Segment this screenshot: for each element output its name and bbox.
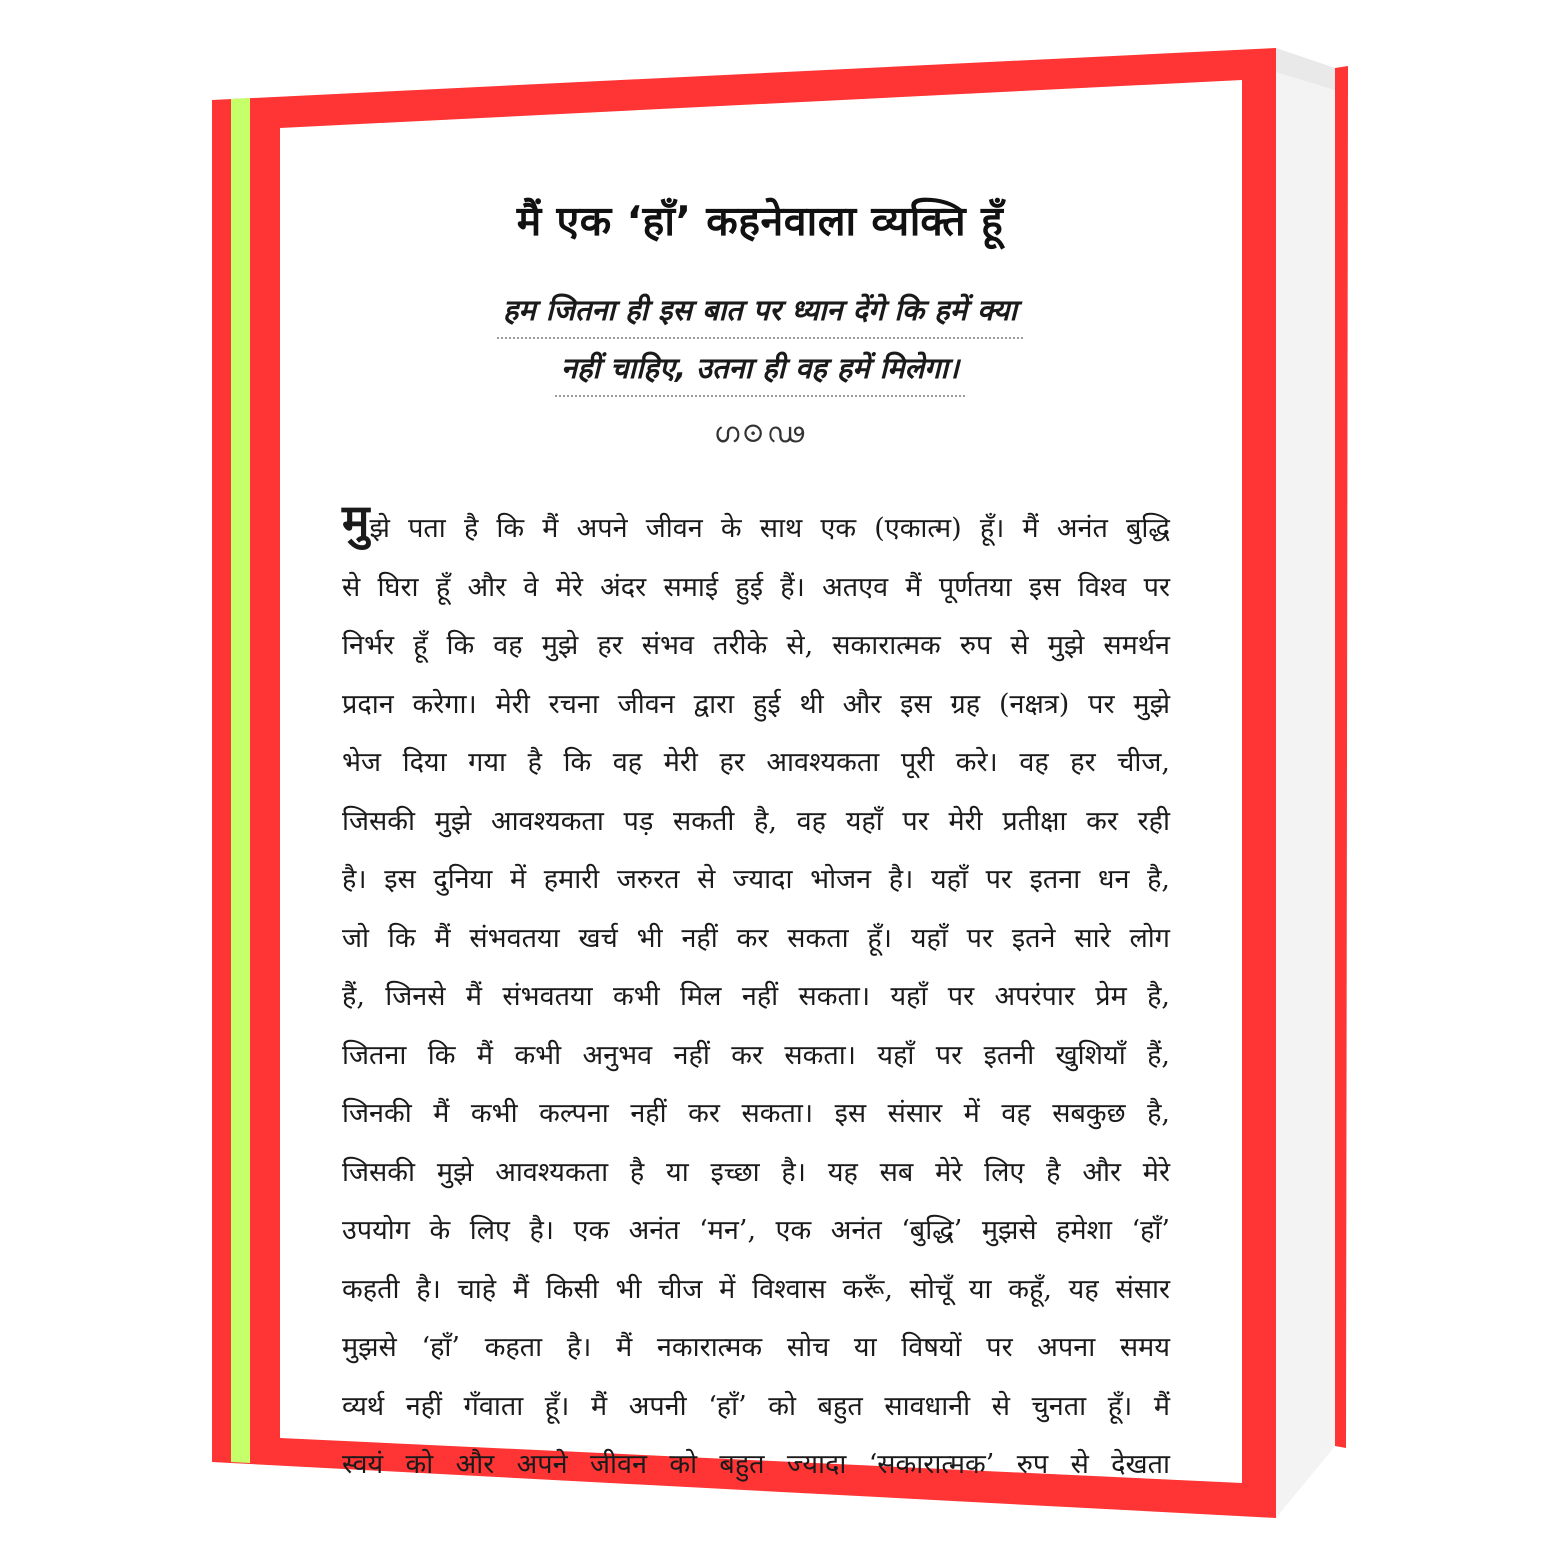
chapter-title: मैं एक ‘हाँ’ कहनेवाला व्यक्ति हूँ [516,197,1004,245]
body-line: मुझसे ‘हाँ’ कहता है। मैं नकारात्मक सोच या विषयों पर अपना समय [342,1332,1170,1363]
body-line: जिसकी मुझे आवश्यकता पड़ सकती है, वह यहाँ पर मेरी प्रतीक्षा कर रही [342,805,1170,837]
body-text [342,494,1170,1495]
spine-stripe [231,98,250,1463]
body-line: निर्भर हूँ कि वह मुझे हर संभव तरीके से, सकारात्मक रुप से मुझे समर्थन [342,630,1170,661]
body-line: जो कि मैं संभवतया खर्च भी नहीं कर सकता हूँ। यहाँ पर इतने सारे लोग [342,922,1170,954]
body-line: जिसकी मुझे आवश्यकता है या इच्छा है। यह सब मेरे लिए है और मेरे [342,1156,1170,1188]
body-line: से घिरा हूँ और वे मेरे अंदर समाई हुई हैं। अतएव मैं पूर्णतया इस विश्व पर [342,571,1170,603]
ornament-divider: ഗ⊙ഢ [713,416,807,449]
body-line: हैं, जिनसे मैं संभवतया कभी मिल नहीं सकता। यहाँ पर अपरंपार प्रेम है, [342,981,1170,1012]
epigraph [280,291,1240,407]
body-line: प्रदान करेगा। मेरी रचना जीवन द्वारा हुई थी और इस ग्रह (नक्षत्र) पर मुझे [342,688,1170,720]
body-line: भेज दिया गया है कि वह मेरी हर आवश्यकता पूरी करे। वह हर चीज, [342,747,1170,778]
body-line: है। इस दुनिया में हमारी जरुरत से ज्यादा भोजन है। यहाँ पर इतना धन है, [342,864,1170,895]
epigraph-line: नहीं चाहिए, उतना ही वह हमें मिलेगा। [555,349,965,397]
body-line: जिनकी मैं कभी कल्पना नहीं कर सकता। इस संसार में वह सबकुछ है, [342,1098,1170,1129]
body-line: कहती है। चाहे मैं किसी भी चीज में विश्वास करूँ, सोचूँ या कहूँ, यह संसार [342,1273,1170,1305]
body-line [342,494,1170,559]
drop-cap: मु [342,494,370,548]
body-line: जितना कि मैं कभी अनुभव नहीं कर सकता। यहाँ पर इतनी खुशियाँ हैं, [342,1039,1170,1071]
back-cover-edge [1335,66,1348,1448]
body-line: स्वयं को और अपने जीवन को बहुत ज्यादा ‘सकारात्मक’ रुप से देखता [342,1449,1170,1480]
page-block-edge [1276,48,1335,1518]
body-line: व्यर्थ नहीं गँवाता हूँ। मैं अपनी ‘हाँ’ को बहुत सावधानी से चुनता हूँ। मैं [342,1390,1170,1422]
book-page [280,128,1240,1480]
epigraph-line: हम जितना ही इस बात पर ध्यान देंगे कि हमें क्या [497,291,1023,339]
body-line-rest: झे पता है कि मैं अपने जीवन के साथ एक (एकात्म) हूँ। मैं अनंत बुद्धि [369,513,1170,544]
body-line: उपयोग के लिए है। एक अनंत ‘मन’, एक अनंत ‘बुद्धि’ मुझसे हमेशा ‘हाँ’ [342,1215,1170,1246]
